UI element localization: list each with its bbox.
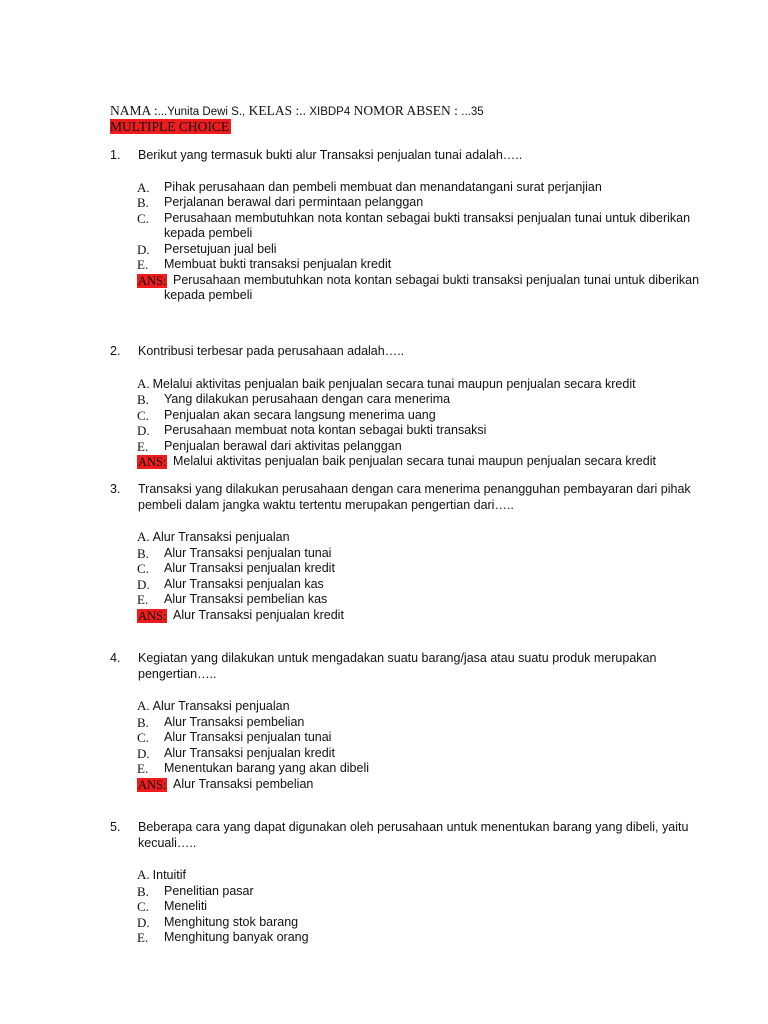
- option-text: Menghitung banyak orang: [164, 930, 309, 944]
- option-letter: D.: [137, 423, 150, 438]
- option-text: Perusahaan membuat nota kontan sebagai bukti transaksi: [164, 423, 487, 437]
- option-letter: B.: [137, 714, 149, 730]
- option-text: Alur Transaksi penjualan: [152, 699, 290, 713]
- option-text: Penjualan akan secara langsung menerima uang: [164, 407, 436, 422]
- question-number: 2.: [110, 344, 121, 358]
- question-number: 3.: [110, 482, 121, 496]
- answer-line: [137, 777, 710, 793]
- option-e: [137, 930, 710, 946]
- option-text: Alur Transaksi pembelian kas: [164, 592, 328, 606]
- option-letter: C.: [137, 407, 149, 423]
- question-4: [110, 651, 710, 792]
- option-b: [137, 884, 710, 900]
- answer-label: ANS:: [138, 273, 167, 288]
- option-e: [137, 592, 710, 608]
- option-text: Penelitian pasar: [164, 883, 254, 898]
- option-b: [137, 392, 710, 408]
- question-1: [110, 148, 710, 304]
- option-text: Alur Transaksi penjualan: [152, 530, 290, 544]
- option-text: Yang dilakukan perusahaan dengan cara menerima: [164, 392, 451, 406]
- option-letter: E.: [137, 438, 149, 454]
- option-letter: D.: [137, 576, 150, 592]
- option-letter: E.: [137, 257, 149, 272]
- option-a: [137, 867, 710, 884]
- absen-value: ...35: [461, 106, 484, 118]
- answer-label: ANS:: [138, 455, 167, 469]
- option-letter: E.: [137, 592, 149, 607]
- option-letter: B.: [137, 195, 149, 210]
- option-letter: E.: [137, 930, 149, 945]
- answer-text: Alur Transaksi penjualan kredit: [173, 607, 344, 622]
- option-text: Alur Transaksi penjualan tunai: [164, 545, 332, 560]
- nama-value: ...Yunita Dewi S.,: [157, 106, 246, 118]
- question-2: [110, 344, 710, 470]
- option-text: Alur Transaksi pembelian: [164, 714, 305, 729]
- option-a: [137, 698, 710, 715]
- option-text: Menghitung stok barang: [164, 914, 299, 929]
- option-e: [137, 257, 710, 273]
- option-letter: D.: [137, 241, 150, 257]
- option-c: [137, 730, 710, 746]
- option-letter: C.: [137, 899, 149, 914]
- option-text: Menentukan barang yang akan dibeli: [164, 761, 370, 775]
- kelas-label: KELAS :..: [248, 103, 306, 118]
- question-text: Berikut yang termasuk bukti alur Transaksi penjualan tunai adalah…..: [138, 148, 523, 162]
- option-text: Meneliti: [164, 899, 208, 913]
- option-a: [137, 180, 710, 196]
- option-d: [137, 423, 710, 439]
- option-letter: D.: [137, 914, 150, 930]
- option-c: [137, 561, 710, 577]
- option-text: Persetujuan jual beli: [164, 241, 277, 256]
- option-e: [137, 439, 710, 455]
- option-e: [137, 761, 710, 777]
- option-letter: C.: [137, 561, 149, 576]
- option-text: Pihak perusahaan dan pembeli membuat dan menandatangani surat perjanjian: [164, 179, 602, 194]
- option-list: [137, 698, 710, 792]
- option-letter: A.: [137, 529, 150, 544]
- option-letter: A.: [137, 698, 150, 713]
- answer-text: Alur Transaksi pembelian: [173, 776, 314, 791]
- option-letter: D.: [137, 745, 150, 761]
- section-title: MULTIPLE CHOICE: [110, 119, 230, 134]
- kelas-value: XIBDP4: [309, 106, 351, 118]
- nama-label: NAMA :: [110, 103, 158, 118]
- student-info-line: [110, 103, 484, 119]
- question-text: Kegiatan yang dilakukan untuk mengadakan suatu barang/jasa atau suatu produk merupakan pengertian…..: [138, 651, 657, 681]
- question-text: Transaksi yang dilakukan perusahaan dengan cara menerima penangguhan pembayaran dari pihak pembeli dalam jangka waktu tertentu merupakan pengertian dari…..: [138, 482, 691, 512]
- option-d: [137, 242, 710, 258]
- answer-text: Melalui aktivitas penjualan baik penjualan secara tunai maupun penjualan secara kredit: [173, 454, 656, 468]
- option-text: Melalui aktivitas penjualan baik penjualan secara tunai maupun penjualan secara kredit: [152, 376, 636, 391]
- option-letter: E.: [137, 761, 149, 776]
- option-letter: B.: [137, 883, 149, 899]
- answer-line: [137, 454, 710, 470]
- option-text: Membuat bukti transaksi penjualan kredit: [164, 257, 392, 271]
- option-b: [137, 546, 710, 562]
- option-letter: A.: [137, 375, 150, 391]
- option-letter: B.: [137, 392, 149, 407]
- option-c: [137, 211, 710, 242]
- option-c: [137, 408, 710, 424]
- option-list: [137, 376, 710, 470]
- question-number: 1.: [110, 148, 121, 162]
- option-letter: A.: [137, 179, 150, 195]
- option-b: [137, 715, 710, 731]
- option-d: [137, 915, 710, 931]
- option-letter: A.: [137, 867, 150, 882]
- option-a: [137, 376, 710, 393]
- question-text: Beberapa cara yang dapat digunakan oleh perusahaan untuk menentukan barang yang dibeli, yaitu kecuali…..: [138, 820, 689, 850]
- option-text: Alur Transaksi penjualan tunai: [164, 730, 332, 744]
- question-number: 4.: [110, 651, 121, 665]
- option-c: [137, 899, 710, 915]
- question-3: [110, 482, 710, 623]
- option-a: [137, 529, 710, 546]
- option-text: Alur Transaksi penjualan kredit: [164, 745, 335, 760]
- option-letter: C.: [137, 210, 149, 226]
- absen-label: NOMOR ABSEN :: [353, 103, 458, 118]
- option-d: [137, 746, 710, 762]
- option-letter: C.: [137, 730, 149, 745]
- option-text: Intuitif: [152, 868, 186, 882]
- option-b: [137, 195, 710, 211]
- answer-line: [137, 608, 710, 624]
- option-text: Perusahaan membutuhkan nota kontan sebagai bukti transaksi penjualan tunai untuk diberikan kepada pembeli: [164, 210, 691, 240]
- answer-text: Perusahaan membutuhkan nota kontan sebagai bukti transaksi penjualan tunai untuk diberikan kepada pembeli: [164, 272, 700, 302]
- answer-line: [137, 273, 710, 304]
- answer-label: ANS:: [138, 608, 167, 623]
- option-text: Alur Transaksi penjualan kas: [164, 576, 324, 591]
- option-list: [137, 180, 710, 304]
- option-d: [137, 577, 710, 593]
- question-5: [110, 820, 710, 946]
- option-text: Alur Transaksi penjualan kredit: [164, 561, 335, 575]
- option-list: [137, 867, 710, 946]
- question-number: 5.: [110, 820, 121, 834]
- option-letter: B.: [137, 545, 149, 561]
- question-text: Kontribusi terbesar pada perusahaan adalah…..: [138, 344, 405, 358]
- option-text: Perjalanan berawal dari permintaan pelanggan: [164, 195, 424, 209]
- answer-label: ANS:: [138, 777, 167, 792]
- option-text: Penjualan berawal dari aktivitas pelanggan: [164, 438, 402, 453]
- option-list: [137, 529, 710, 623]
